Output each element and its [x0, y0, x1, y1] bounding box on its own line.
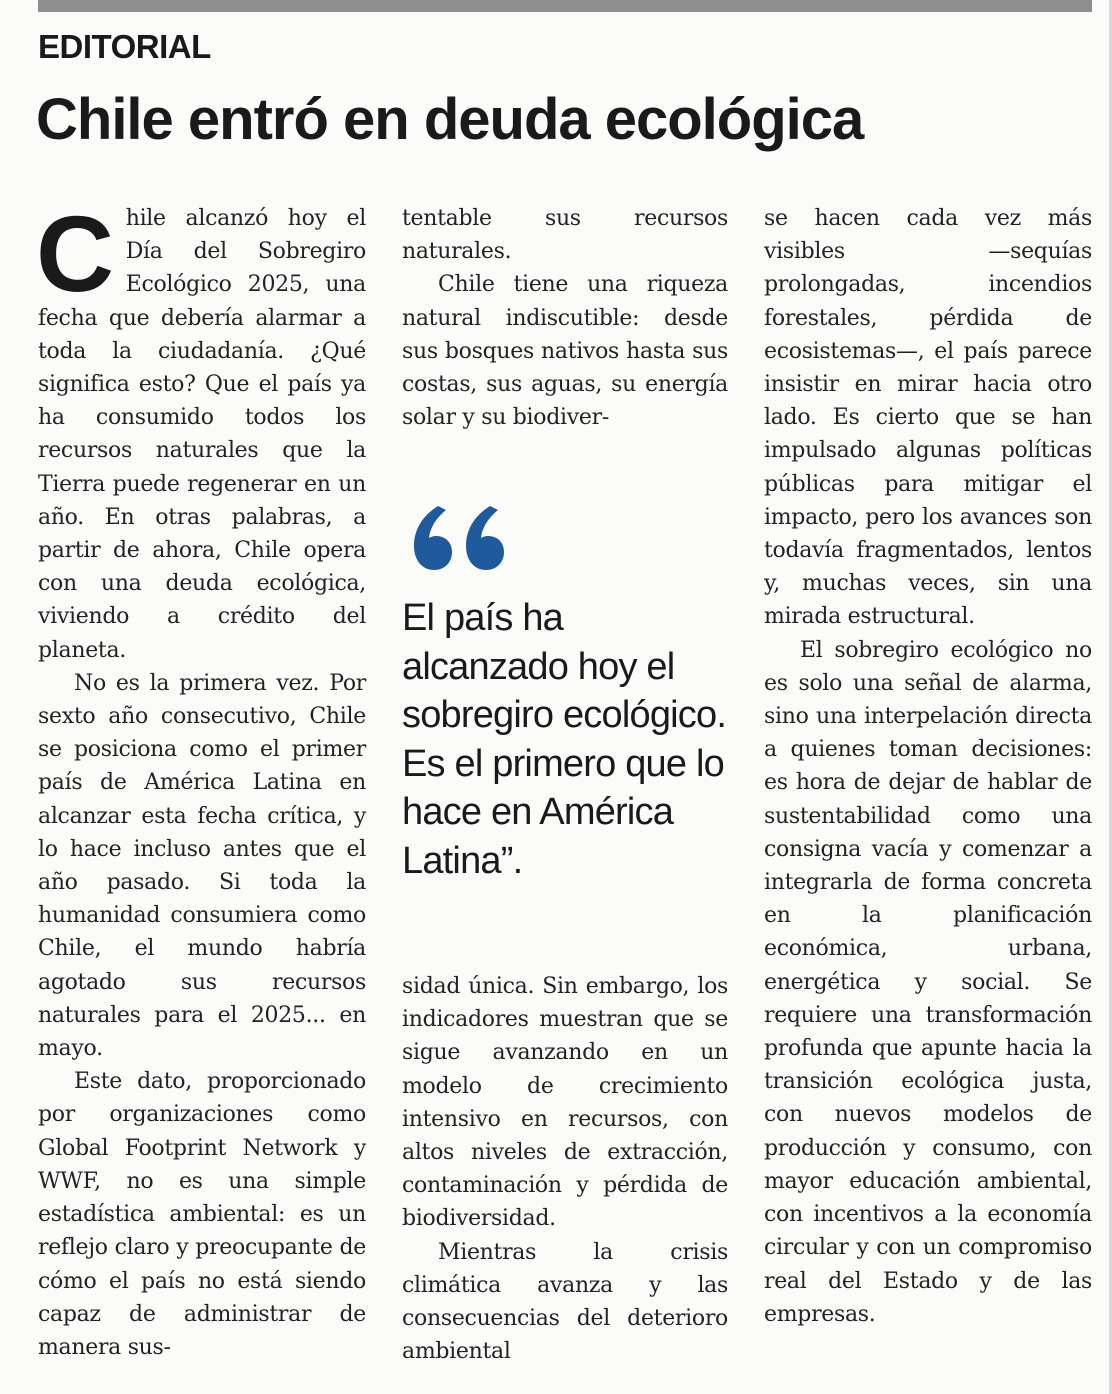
column-1 [36, 193, 366, 1364]
paragraph-6: El sobregiro ecológico no es solo una señal de alarma, sino una interpelación directa a quienes toman decisiones: es hora de dejar de hablar de sustentabilidad como una consigna vacía y comenzar a integrarla de forma concreta en la planificación económica, urbana, energética y social. Se requiere una transformación profunda que apunte hacia la transición ecológica justa, con nuevos modelos de producción y consumo, con mayor educación ambiental, con incentivos a la economía circular y con un compromiso real del Estado y de las empresas. [764, 637, 1092, 1327]
paragraph-4-continued: sidad única. Sin embargo, los indicadores muestran que se sigue avanzando en un modelo de crecimiento intensivo en recursos, con altos niveles de extracción, contaminación y pérdida de biodiversidad. [402, 974, 728, 1232]
paragraph-3: Este dato, proporcionado por organizaciones como Global Footprint Network y WWF, no es una simple estadística ambiental: es un reflejo claro y preocupante de cómo el país no está siendo capaz de administrar de manera sus- [38, 1069, 366, 1360]
paragraph-4: Chile tiene una riqueza natural indiscutible: desde sus bosques nativos hasta sus costas, sus aguas, su energía solar y su biodiver- [402, 272, 728, 431]
column-2-bottom [402, 970, 728, 1368]
paragraph-2: No es la primera vez. Por sexto año consecutivo, Chile se posiciona como el primer país de América Latina en alcanzar esta fecha crítica, y lo hace incluso antes que el año pasado. Si toda la humanidad consumiera como Chile, el mundo habría agotado sus recursos naturales para el 2025... en mayo. [38, 670, 366, 1062]
pull-quote: El país ha alcanzado hoy el sobregiro ecológico. Es el primero que lo hace en América Latina”. [402, 597, 727, 882]
quote-open-icon [408, 498, 528, 578]
column-2-top [402, 202, 728, 434]
paragraph-3-continued: tentable sus recursos naturales. [402, 206, 728, 265]
paragraph-5-continued: se hacen cada vez más visibles —sequías prolongadas, incendios forestales, pérdida de ecosistemas—, el país parece insistir en mirar hacia otro lado. Es cierto que se han impulsado algunas políticas públicas para mitigar el impacto, pero los avances son todavía fragmentados, lentos y, muchas veces, sin una mirada estructural. [764, 206, 1092, 630]
headline: Chile entró en deuda ecológica [36, 87, 864, 152]
top-rule [38, 0, 1092, 12]
section-label: EDITORIAL [38, 28, 211, 65]
drop-cap: C [36, 193, 114, 314]
paragraph-1 [36, 193, 366, 667]
paragraph-5: Mientras la crisis climática avanza y las consecuencias del deterioro ambiental [402, 1239, 728, 1365]
paragraph-1-text: hile alcanzó hoy el Día del Sobregiro Ecológico 2025, una fecha que debería alarmar a toda la ciudadanía. ¿Qué significa esto? Que el país ya ha consumido todos los recursos naturales que la Tierra puede regenerar en un año. En otras palabras, a partir de ahora, Chile opera con una deuda ecológica, viviendo a crédito del planeta. [38, 206, 366, 663]
column-3 [764, 202, 1092, 1331]
